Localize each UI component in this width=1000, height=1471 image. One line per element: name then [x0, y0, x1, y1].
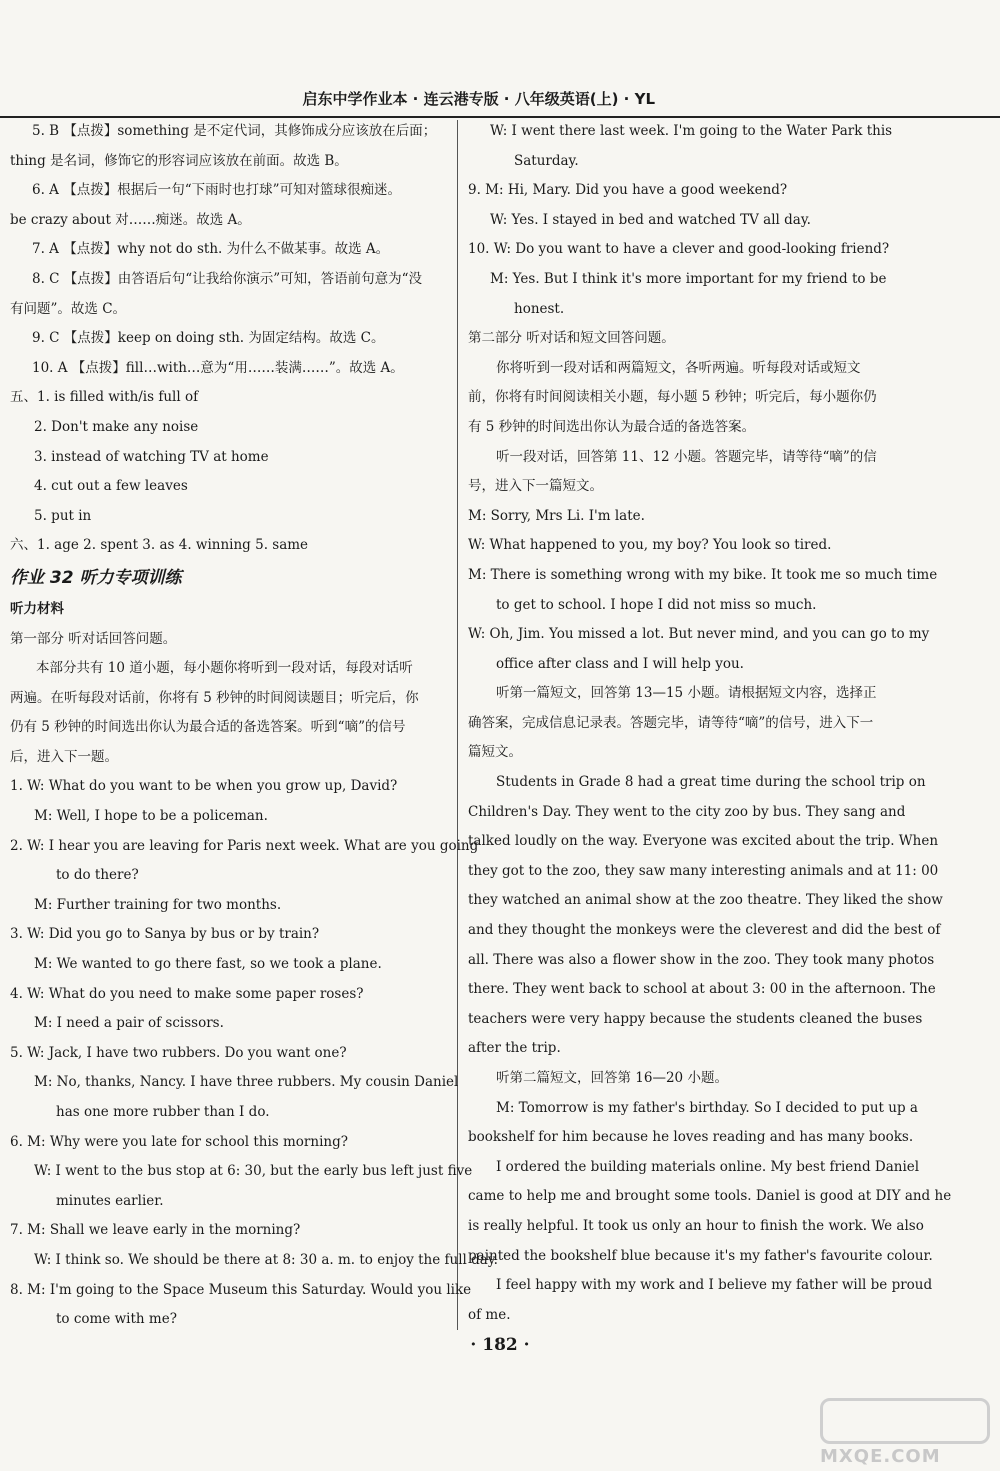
dialogue-11-12-instructions-2: 号，进入下一篇短文。: [468, 478, 603, 495]
dialogue-5-m-cont: has one more rubber than I do.: [56, 1104, 270, 1120]
section-5-answer-1: 五、1. is filled with/is full of: [10, 389, 199, 406]
passage-1-line-8: there. They went back to school at about 3: 00 in the afternoon. The: [468, 981, 936, 998]
dialogue-10-m: M: Yes. But I think it's more important for my friend to be: [490, 270, 887, 287]
page-header: [0, 86, 1000, 118]
passage-1-instructions-3: 篇短文。: [468, 744, 522, 761]
homework-32-title: 作业 32 听力专项训练: [10, 567, 182, 588]
long-dialogue-m-2-cont: to get to school. I hope I did not miss so much.: [496, 596, 817, 613]
dialogue-8-w-cont: Saturday.: [514, 152, 579, 169]
passage-1-instructions-2: 确答案，完成信息记录表。答题完毕，请等待“嘀”的信号，进入下一: [468, 714, 874, 731]
part-1-instructions-4: 后，进入下一题。: [10, 748, 118, 765]
dialogue-8-m-cont: to come with me?: [56, 1311, 177, 1328]
passage-1-line-4: they got to the zoo, they saw many interesting animals and at 11: 00: [468, 862, 939, 879]
passage-1-instructions: 听第一篇短文，回答第 13—15 小题。请根据短文内容，选择正: [496, 685, 877, 702]
part-2-instructions: 你将听到一段对话和两篇短文，各听两遍。听每段对话或短文: [496, 359, 861, 376]
dialogue-3-m: M: We wanted to go there fast, so we took a plane.: [34, 956, 382, 973]
answer-10: 10. A 【点拨】fill…with…意为“用……装满……”。故选 A。: [32, 359, 404, 376]
long-dialogue-w-2: W: Oh, Jim. You missed a lot. But never mind, and you can go to my: [468, 626, 930, 643]
passage-1-line-6: and they thought the monkeys were the cleverest and did the best of: [468, 922, 941, 939]
passage-2-line-6: painted the bookshelf blue because it's my father's favourite colour.: [468, 1247, 933, 1264]
passage-2-line-3: I ordered the building materials online. My best friend Daniel: [496, 1158, 920, 1175]
dialogue-8-m: 8. M: I'm going to the Space Museum this Saturday. Would you like: [10, 1281, 472, 1298]
dialogue-5-m: M: No, thanks, Nancy. I have three rubbers. My cousin Daniel: [34, 1074, 459, 1091]
dialogue-7-w: W: I think so. We should be there at 8: 30 a. m. to enjoy the full day.: [34, 1251, 498, 1268]
long-dialogue-m-2: M: There is something wrong with my bike. It took me so much time: [468, 566, 938, 583]
dialogue-7-m: 7. M: Shall we leave early in the morning?: [10, 1222, 301, 1239]
listening-material-heading: 听力材料: [10, 600, 64, 617]
passage-2-instructions: 听第二篇短文，回答第 16—20 小题。: [496, 1070, 728, 1086]
answer-7: 7. A 【点拨】why not do sth. 为什么不做某事。故选 A。: [32, 241, 390, 258]
passage-2-line-8: of me.: [468, 1306, 511, 1323]
passage-2-line-5: is really helpful. It took us only an hour to finish the work. We also: [468, 1217, 924, 1234]
dialogue-11-12-instructions: 听一段对话，回答第 11、12 小题。答题完毕，请等待“嘀”的信: [496, 448, 877, 465]
section-5-answer-3: 3. instead of watching TV at home: [34, 448, 269, 465]
long-dialogue-w-1: W: What happened to you, my boy? You look so tired.: [468, 537, 832, 554]
answer-6: 6. A 【点拨】根据后一句“下雨时也打球”可知对篮球很痴迷。: [32, 182, 402, 199]
long-dialogue-w-2-cont: office after class and I will help you.: [496, 655, 744, 672]
dialogue-10-w: 10. W: Do you want to have a clever and good-looking friend?: [468, 241, 890, 258]
dialogue-9-m: 9. M: Hi, Mary. Did you have a good weekend?: [468, 182, 788, 199]
section-5-answer-5: 5. put in: [34, 507, 92, 524]
header-title: 启东中学作业本 · 连云港专版 · 八年级英语(上) · YL: [302, 90, 655, 108]
dialogue-10-m-cont: honest.: [514, 300, 565, 317]
section-5-answer-2: 2. Don't make any noise: [34, 418, 199, 435]
dialogue-3-w: 3. W: Did you go to Sanya by bus or by train?: [10, 926, 320, 943]
answer-5-cont: thing 是名词，修饰它的形容词应该放在前面。故选 B。: [10, 152, 348, 169]
dialogue-4-m: M: I need a pair of scissors.: [34, 1015, 224, 1032]
passage-2-line-4: came to help me and brought some tools. Daniel is good at DIY and he: [468, 1188, 952, 1205]
passage-2-line-7: I feel happy with my work and I believe my father will be proud: [496, 1277, 933, 1294]
part-2-instructions-3: 有 5 秒钟的时间选出你认为最合适的备选答案。: [468, 418, 756, 435]
passage-2-line-1: M: Tomorrow is my father's birthday. So I decided to put up a: [496, 1099, 918, 1116]
dialogue-6-w: W: I went to the bus stop at 6: 30, but the early bus left just five: [34, 1163, 473, 1180]
watermark-logo-badge: [820, 1398, 990, 1444]
passage-1-line-10: after the trip.: [468, 1040, 561, 1057]
passage-1-line-9: teachers were very happy because the students cleaned the buses: [468, 1010, 923, 1027]
right-column: [468, 117, 952, 1330]
dialogue-6-w-cont: minutes earlier.: [56, 1192, 164, 1209]
part-1-instructions: 本部分共有 10 道小题，每小题你将听到一段对话，每段对话听: [36, 660, 413, 677]
part-1-instructions-3: 仍有 5 秒钟的时间选出你认为最合适的备选答案。听到“嘀”的信号: [10, 719, 406, 736]
long-dialogue-m-1: M: Sorry, Mrs Li. I'm late.: [468, 507, 645, 524]
dialogue-2-w-cont: to do there?: [56, 867, 139, 884]
passage-1-line-2: Children's Day. They went to the city zoo by bus. They sang and: [468, 803, 906, 820]
passage-1-line-7: all. There was also a flower show in the zoo. They took many photos: [468, 951, 935, 968]
column-divider: [457, 120, 458, 1330]
section-6-answers: 六、1. age 2. spent 3. as 4. winning 5. same: [10, 537, 309, 554]
passage-1-line-3: talked loudly on the way. Everyone was excited about the trip. When: [468, 833, 939, 850]
section-5-answer-4: 4. cut out a few leaves: [34, 478, 188, 495]
dialogue-2-m: M: Further training for two months.: [34, 896, 282, 913]
watermark-url: MXQE.COM: [820, 1446, 941, 1467]
part-1-instructions-2: 两遍。在听每段对话前，你将有 5 秒钟的时间阅读题目；听完后，你: [10, 689, 419, 706]
passage-1-line-5: they watched an animal show at the zoo theatre. They liked the show: [468, 892, 943, 909]
dialogue-9-w: W: Yes. I stayed in bed and watched TV all day.: [490, 211, 811, 228]
passage-2-line-2: bookshelf for him because he loves reading and has many books.: [468, 1129, 914, 1146]
answer-6-cont: be crazy about 对……痴迷。故选 A。: [10, 211, 251, 228]
dialogue-4-w: 4. W: What do you need to make some paper roses?: [10, 985, 364, 1002]
answer-9: 9. C 【点拨】keep on doing sth. 为固定结构。故选 C。: [32, 330, 385, 347]
watermark-logo: [820, 1398, 995, 1468]
dialogue-6-m: 6. M: Why were you late for school this morning?: [10, 1133, 348, 1150]
part-1-heading: 第一部分 听对话回答问题。: [10, 630, 177, 647]
answer-8-cont: 有问题”。故选 C。: [10, 300, 127, 317]
part-2-heading: 第二部分 听对话和短文回答问题。: [468, 330, 675, 347]
page-number: · 182 ·: [470, 1335, 530, 1355]
dialogue-1-w: 1. W: What do you want to be when you grow up, David?: [10, 778, 398, 795]
dialogue-5-w: 5. W: Jack, I have two rubbers. Do you want one?: [10, 1044, 347, 1061]
dialogue-2-w: 2. W: I hear you are leaving for Paris next week. What are you going: [10, 837, 479, 854]
dialogue-8-w: W: I went there last week. I'm going to the Water Park this: [490, 123, 893, 139]
dialogue-1-m: M: Well, I hope to be a policeman.: [34, 808, 268, 825]
answer-5: 5. B 【点拨】something 是不定代词，其修饰成分应该放在后面；: [32, 123, 437, 139]
part-2-instructions-2: 前，你将有时间阅读相关小题，每小题 5 秒钟；听完后，每小题你仍: [468, 389, 877, 406]
answer-8: 8. C 【点拨】由答语后句“让我给你演示”可知，答语前句意为“没: [32, 270, 422, 287]
passage-1-line-1: Students in Grade 8 had a great time during the school trip on: [496, 774, 926, 791]
